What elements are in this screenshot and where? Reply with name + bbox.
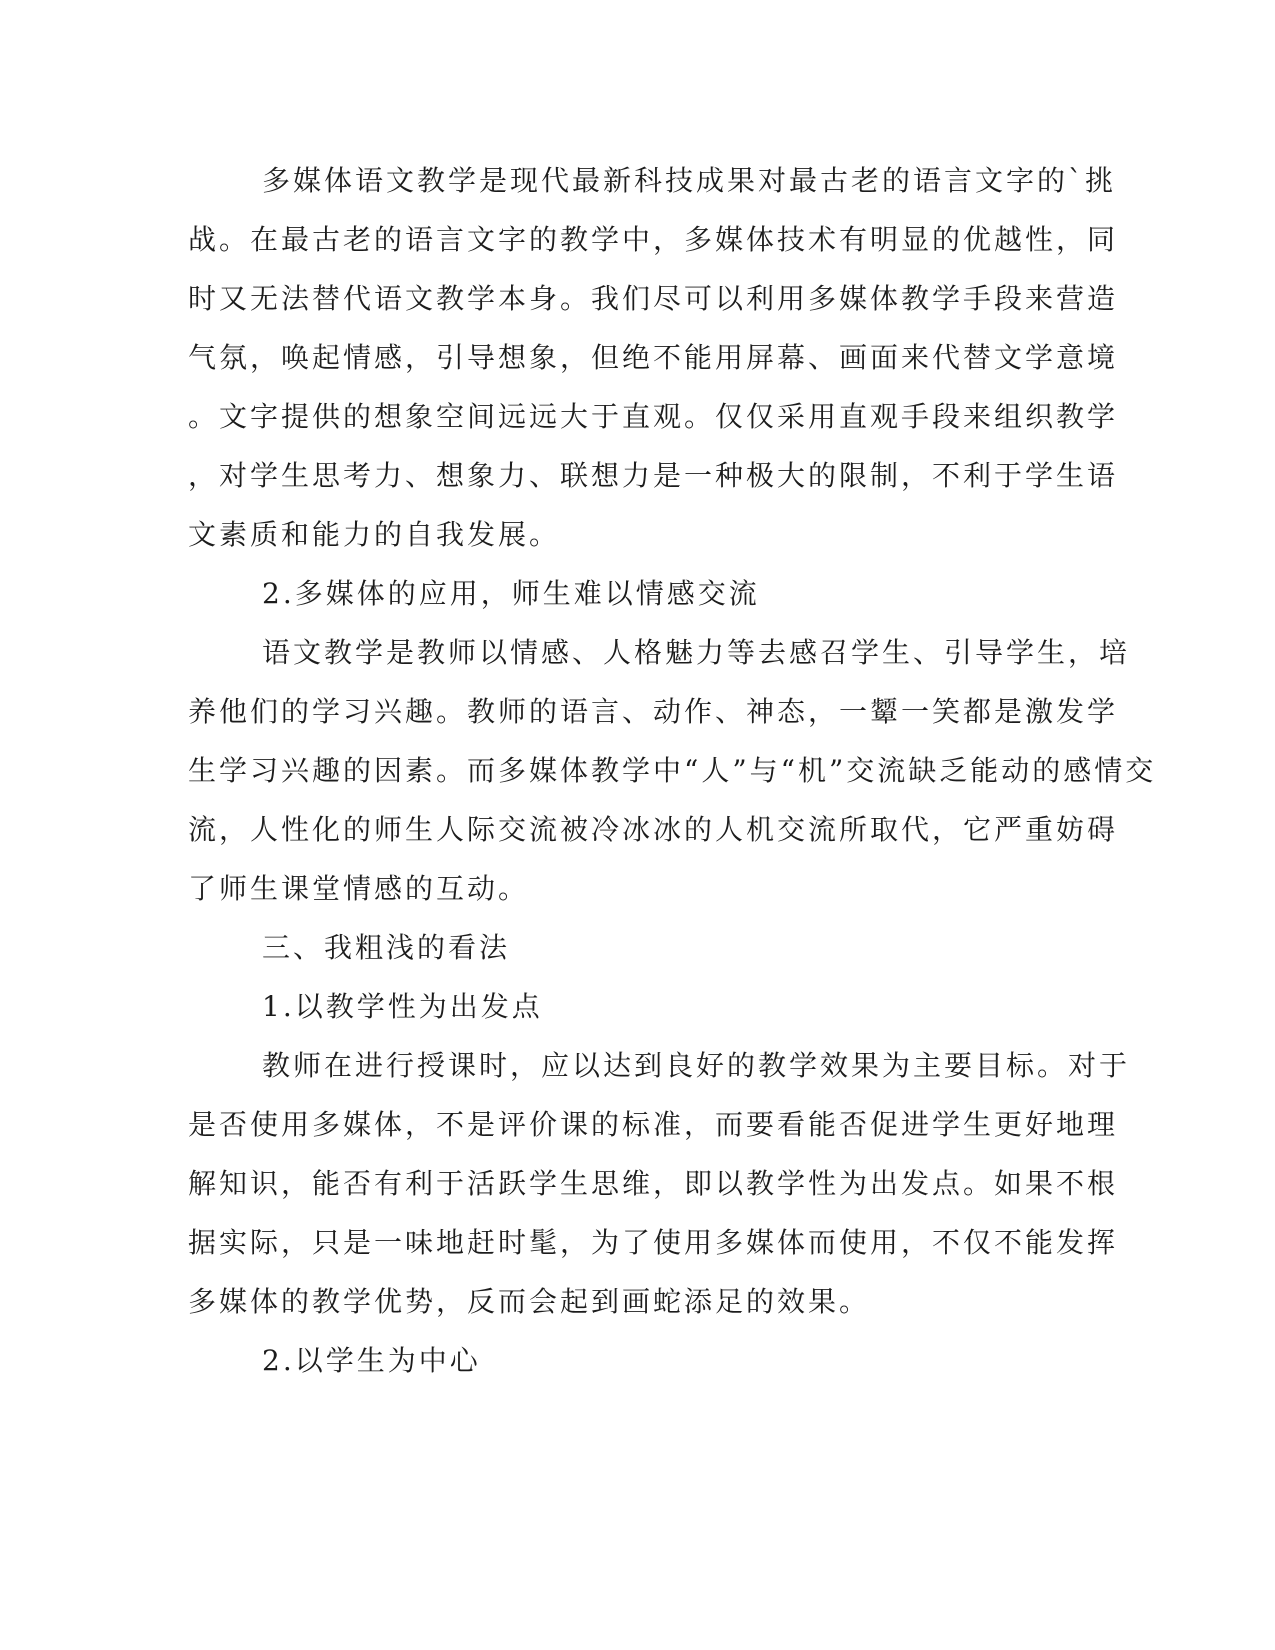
paragraph-line: 语文教学是教师以情感、人格魅力等去感召学生、引导学生，培 (262, 636, 1131, 669)
paragraph-line: 多媒体的教学优势，反而会起到画蛇添足的效果。 (188, 1285, 871, 1318)
paragraph-line: 时又无法替代语文教学本身。我们尽可以利用多媒体教学手段来营造 (188, 282, 1119, 315)
paragraph-line: 教师在进行授课时，应以达到良好的教学效果为主要目标。对于 (262, 1049, 1131, 1082)
paragraph-line: 生学习兴趣的因素。而多媒体教学中“人”与“机”交流缺乏能动的感情交 (188, 754, 1157, 787)
paragraph-line: ，对学生思考力、想象力、联想力是一种极大的限制，不利于学生语 (188, 459, 1119, 492)
paragraph-line: 据实际，只是一味地赶时髦，为了使用多媒体而使用，不仅不能发挥 (188, 1226, 1119, 1259)
section-heading: 2.以学生为中心 (262, 1344, 481, 1377)
paragraph-line: 解知识，能否有利于活跃学生思维，即以教学性为出发点。如果不根 (188, 1167, 1119, 1200)
paragraph-line: 养他们的学习兴趣。教师的语言、动作、神态，一颦一笑都是激发学 (188, 695, 1119, 728)
section-heading: 2.多媒体的应用，师生难以情感交流 (262, 577, 760, 610)
section-heading: 1.以教学性为出发点 (262, 990, 543, 1023)
paragraph-line: 是否使用多媒体，不是评价课的标准，而要看能否促进学生更好地理 (188, 1108, 1119, 1141)
paragraph-line: 战。在最古老的语言文字的教学中，多媒体技术有明显的优越性，同 (188, 223, 1119, 256)
paragraph-line: 。文字提供的想象空间远远大于直观。仅仅采用直观手段来组织教学 (188, 400, 1119, 433)
paragraph-line: 流，人性化的师生人际交流被冷冰冰的人机交流所取代，它严重妨碍 (188, 813, 1119, 846)
paragraph-line: 文素质和能力的自我发展。 (188, 518, 561, 551)
paragraph-line: 了师生课堂情感的互动。 (188, 872, 530, 905)
paragraph-line: 多媒体语文教学是现代最新科技成果对最古老的语言文字的`挑 (262, 164, 1117, 197)
section-heading: 三、我粗浅的看法 (262, 931, 511, 964)
paragraph-line: 气氛，唤起情感，引导想象，但绝不能用屏幕、画面来代替文学意境 (188, 341, 1119, 374)
